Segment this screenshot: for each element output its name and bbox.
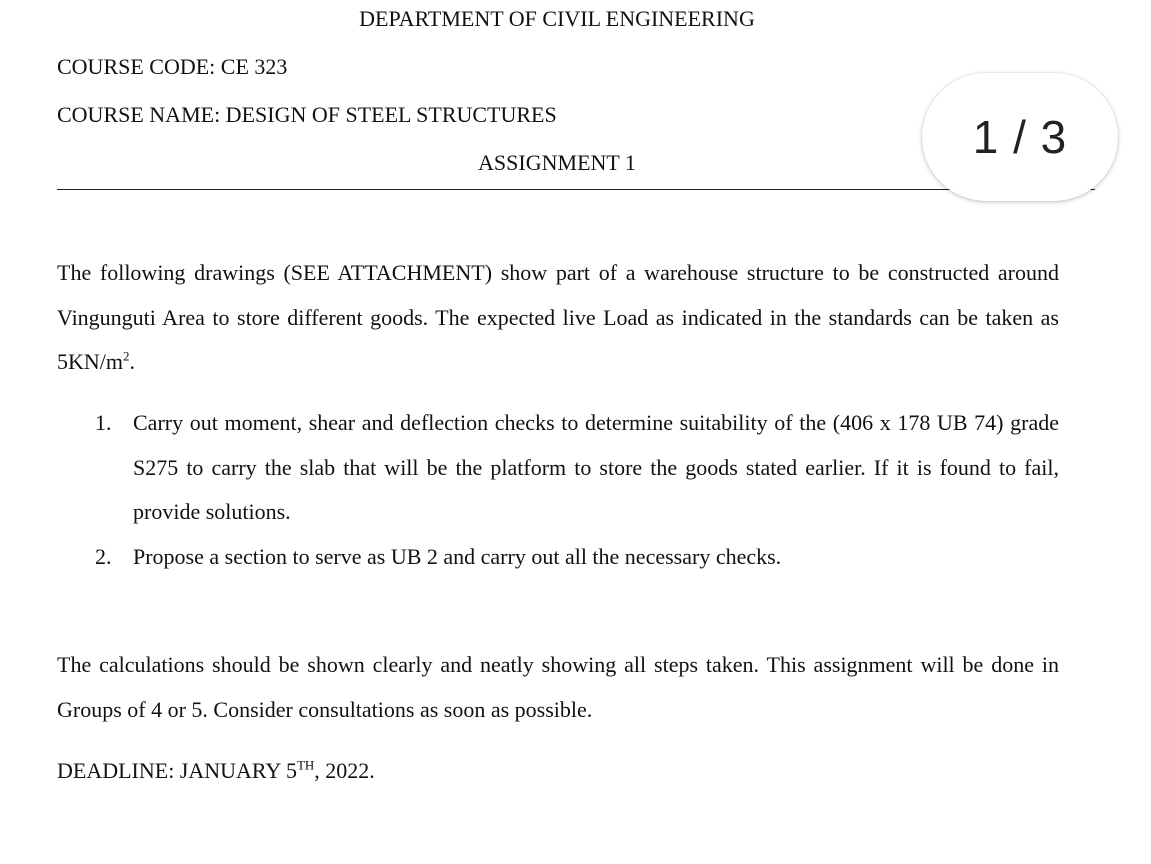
intro-superscript: 2 xyxy=(123,348,130,364)
course-code: COURSE CODE: CE 323 xyxy=(57,54,288,79)
list-item-text: Carry out moment, shear and deflection checks to determine suitability of the (406 x 178 UB 74) grade S275 to carry the slab that will be the platform to store the goods stated earlier. If it is found to fail, provide solutions. xyxy=(133,410,1059,524)
deadline xyxy=(57,757,375,785)
deadline-superscript: TH xyxy=(296,757,315,773)
deadline-prefix: DEADLINE: JANUARY 5 xyxy=(57,758,297,783)
list-item-number: 1. xyxy=(95,410,112,435)
deadline-suffix: , 2022. xyxy=(314,758,375,783)
intro-paragraph xyxy=(57,251,1059,385)
assignment-title: ASSIGNMENT 1 xyxy=(478,150,636,175)
course-name: COURSE NAME: DESIGN OF STEEL STRUCTURES xyxy=(57,102,557,127)
page-indicator[interactable]: 1 / 3 xyxy=(922,73,1118,201)
department-heading: DEPARTMENT OF CIVIL ENGINEERING xyxy=(359,6,755,31)
instructions-paragraph: The calculations should be shown clearly and neatly showing all steps taken. This assignment will be done in Groups of 4 or 5. Consider consultations as soon as possible. xyxy=(57,652,1059,722)
list-item xyxy=(57,401,1059,535)
task-list xyxy=(57,401,1059,579)
list-item-number: 2. xyxy=(95,543,112,569)
list-item-text: Propose a section to serve as UB 2 and carry out all the necessary checks. xyxy=(133,543,782,569)
list-item xyxy=(57,535,1059,580)
header-divider xyxy=(57,189,1095,190)
intro-end: . xyxy=(129,349,135,374)
intro-text: The following drawings (SEE ATTACHMENT) show part of a warehouse structure to be constructed around Vingunguti Area to store different goods. The expected live Load as indicated in the standards can be taken as 5KN/m xyxy=(57,260,1059,374)
